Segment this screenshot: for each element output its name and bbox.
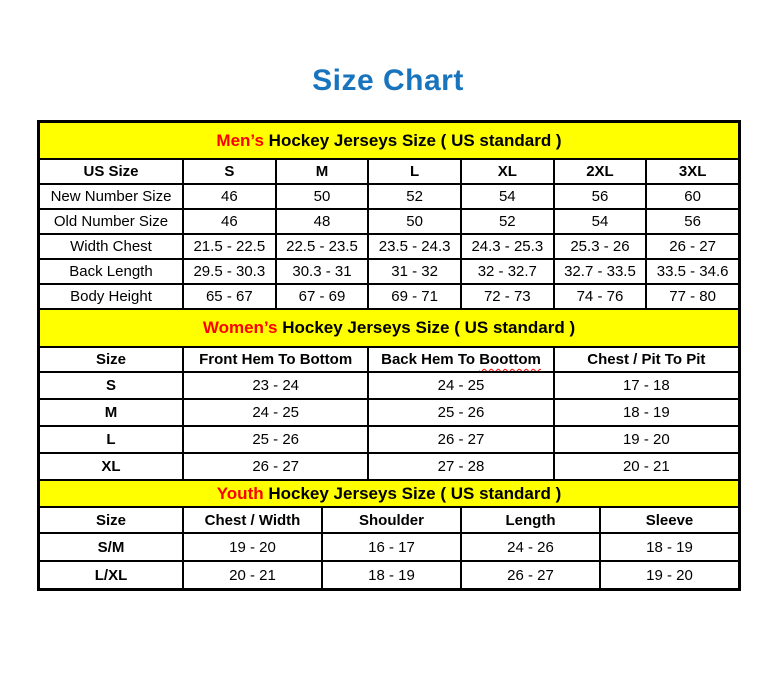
- row-label-cell: New Number Size: [39, 184, 183, 209]
- mens-section-title-rest: Hockey Jerseys Size ( US standard ): [263, 130, 562, 150]
- data-cell: 25 - 26: [183, 426, 368, 453]
- data-cell: 25 - 26: [368, 399, 553, 426]
- data-cell: 54: [461, 184, 554, 209]
- data-cell: 72 - 73: [461, 284, 554, 309]
- column-header-label: Chest / Width: [204, 511, 301, 529]
- mens-column-header-2: [276, 159, 369, 184]
- data-cell: 46: [183, 209, 276, 234]
- youth-table-row-1: [39, 561, 739, 589]
- row-label-cell: Old Number Size: [39, 209, 183, 234]
- data-cell: 18 - 19: [600, 533, 739, 561]
- data-cell: 77 - 80: [646, 284, 739, 309]
- mens-column-header-row: [39, 159, 739, 184]
- data-cell: 23 - 24: [183, 372, 368, 399]
- row-label-cell: Width Chest: [39, 234, 183, 259]
- column-header-label: XL: [497, 163, 517, 180]
- mens-section-title: [39, 122, 739, 159]
- column-header-label: Front Hem To Bottom: [199, 351, 353, 368]
- womens-section-title: [39, 309, 739, 347]
- mens-column-header-4: [461, 159, 554, 184]
- column-header-label: Length: [505, 511, 556, 529]
- mens-table-row-1: [39, 209, 739, 234]
- data-cell: 54: [554, 209, 647, 234]
- data-cell: 19 - 20: [554, 426, 739, 453]
- data-cell: 74 - 76: [554, 284, 647, 309]
- data-cell: 19 - 20: [600, 561, 739, 589]
- mens-column-header-5: [554, 159, 647, 184]
- row-label-cell: Body Height: [39, 284, 183, 309]
- row-label-cell: L: [39, 426, 183, 453]
- youth-section-title-highlight: Youth: [216, 483, 264, 503]
- data-cell: 24 - 25: [183, 399, 368, 426]
- youth-column-header-1: [183, 507, 322, 533]
- womens-table-row-0: [39, 372, 739, 399]
- youth-section-header-row: [39, 480, 739, 507]
- data-cell: 24.3 - 25.3: [461, 234, 554, 259]
- mens-section-title-highlight: Men’s: [216, 130, 264, 150]
- data-cell: 19 - 20: [183, 533, 322, 561]
- data-cell: 50: [276, 184, 369, 209]
- data-cell: 26 - 27: [461, 561, 600, 589]
- column-header-label: M: [315, 163, 329, 180]
- row-label-cell: S: [39, 372, 183, 399]
- youth-column-header-4: [600, 507, 739, 533]
- mens-column-header-0: [39, 159, 183, 184]
- womens-section-title-highlight: Women’s: [202, 318, 278, 337]
- data-cell: 32.7 - 33.5: [554, 259, 647, 284]
- womens-table-row-1: [39, 399, 739, 426]
- data-cell: 20 - 21: [183, 561, 322, 589]
- data-cell: 18 - 19: [322, 561, 461, 589]
- womens-column-header-2: [368, 347, 553, 372]
- column-header-label: L: [410, 163, 420, 180]
- data-cell: 50: [368, 209, 461, 234]
- womens-section-header-row: [39, 309, 739, 347]
- womens-size-table: [38, 308, 740, 481]
- data-cell: 29.5 - 30.3: [183, 259, 276, 284]
- data-cell: 60: [646, 184, 739, 209]
- youth-column-header-2: [322, 507, 461, 533]
- data-cell: 32 - 32.7: [461, 259, 554, 284]
- data-cell: 26 - 27: [368, 426, 553, 453]
- row-label-cell: L/XL: [39, 561, 183, 589]
- data-cell: 56: [646, 209, 739, 234]
- data-cell: 23.5 - 24.3: [368, 234, 461, 259]
- row-label-cell: S/M: [39, 533, 183, 561]
- womens-section-title-rest: Hockey Jerseys Size ( US standard ): [277, 318, 576, 337]
- column-header-label: US Size: [83, 163, 139, 180]
- data-cell: 26 - 27: [183, 453, 368, 480]
- womens-column-header-1: [183, 347, 368, 372]
- data-cell: 30.3 - 31: [276, 259, 369, 284]
- data-cell: 46: [183, 184, 276, 209]
- data-cell: 65 - 67: [183, 284, 276, 309]
- data-cell: 69 - 71: [368, 284, 461, 309]
- womens-column-header-3: [554, 347, 739, 372]
- data-cell: 26 - 27: [646, 234, 739, 259]
- womens-column-header-row: [39, 347, 739, 372]
- mens-table-row-2: [39, 234, 739, 259]
- data-cell: 48: [276, 209, 369, 234]
- size-chart-tables: [37, 120, 741, 591]
- data-cell: 33.5 - 34.6: [646, 259, 739, 284]
- data-cell: 67 - 69: [276, 284, 369, 309]
- youth-section-title-rest: Hockey Jerseys Size ( US standard ): [263, 483, 562, 503]
- womens-table-row-3: [39, 453, 739, 480]
- data-cell: 22.5 - 23.5: [276, 234, 369, 259]
- row-label-cell: XL: [39, 453, 183, 480]
- mens-column-header-6: [646, 159, 739, 184]
- data-cell: 18 - 19: [554, 399, 739, 426]
- row-label-cell: Back Length: [39, 259, 183, 284]
- mens-column-header-3: [368, 159, 461, 184]
- data-cell: 52: [461, 209, 554, 234]
- column-header-label: Sleeve: [645, 511, 694, 529]
- column-header-label: Chest / Pit To Pit: [587, 351, 706, 368]
- data-cell: 24 - 25: [368, 372, 553, 399]
- womens-table-row-2: [39, 426, 739, 453]
- mens-section-header-row: [39, 122, 739, 159]
- column-header-label-misspelled: Boottom: [479, 351, 541, 368]
- column-header-label: S: [224, 163, 235, 180]
- womens-column-header-0: [39, 347, 183, 372]
- row-label-cell: M: [39, 399, 183, 426]
- data-cell: 52: [368, 184, 461, 209]
- column-header-label: Size: [95, 511, 126, 529]
- youth-size-table: [38, 479, 740, 590]
- data-cell: 17 - 18: [554, 372, 739, 399]
- column-header-label: Back Hem To: [381, 351, 480, 368]
- data-cell: 25.3 - 26: [554, 234, 647, 259]
- mens-column-header-1: [183, 159, 276, 184]
- youth-column-header-3: [461, 507, 600, 533]
- data-cell: 16 - 17: [322, 533, 461, 561]
- mens-size-table: [38, 121, 740, 310]
- column-header-label: Shoulder: [358, 511, 424, 529]
- data-cell: 24 - 26: [461, 533, 600, 561]
- mens-table-row-0: [39, 184, 739, 209]
- mens-table-row-3: [39, 259, 739, 284]
- data-cell: 56: [554, 184, 647, 209]
- youth-column-header-row: [39, 507, 739, 533]
- data-cell: 31 - 32: [368, 259, 461, 284]
- youth-section-title: [39, 480, 739, 507]
- youth-table-row-0: [39, 533, 739, 561]
- youth-column-header-0: [39, 507, 183, 533]
- data-cell: 20 - 21: [554, 453, 739, 480]
- mens-table-row-4: [39, 284, 739, 309]
- column-header-label: 2XL: [586, 163, 614, 180]
- column-header-label: Size: [95, 351, 126, 368]
- page-title: Size Chart: [312, 64, 464, 97]
- data-cell: 21.5 - 22.5: [183, 234, 276, 259]
- data-cell: 27 - 28: [368, 453, 553, 480]
- column-header-label: 3XL: [678, 163, 707, 180]
